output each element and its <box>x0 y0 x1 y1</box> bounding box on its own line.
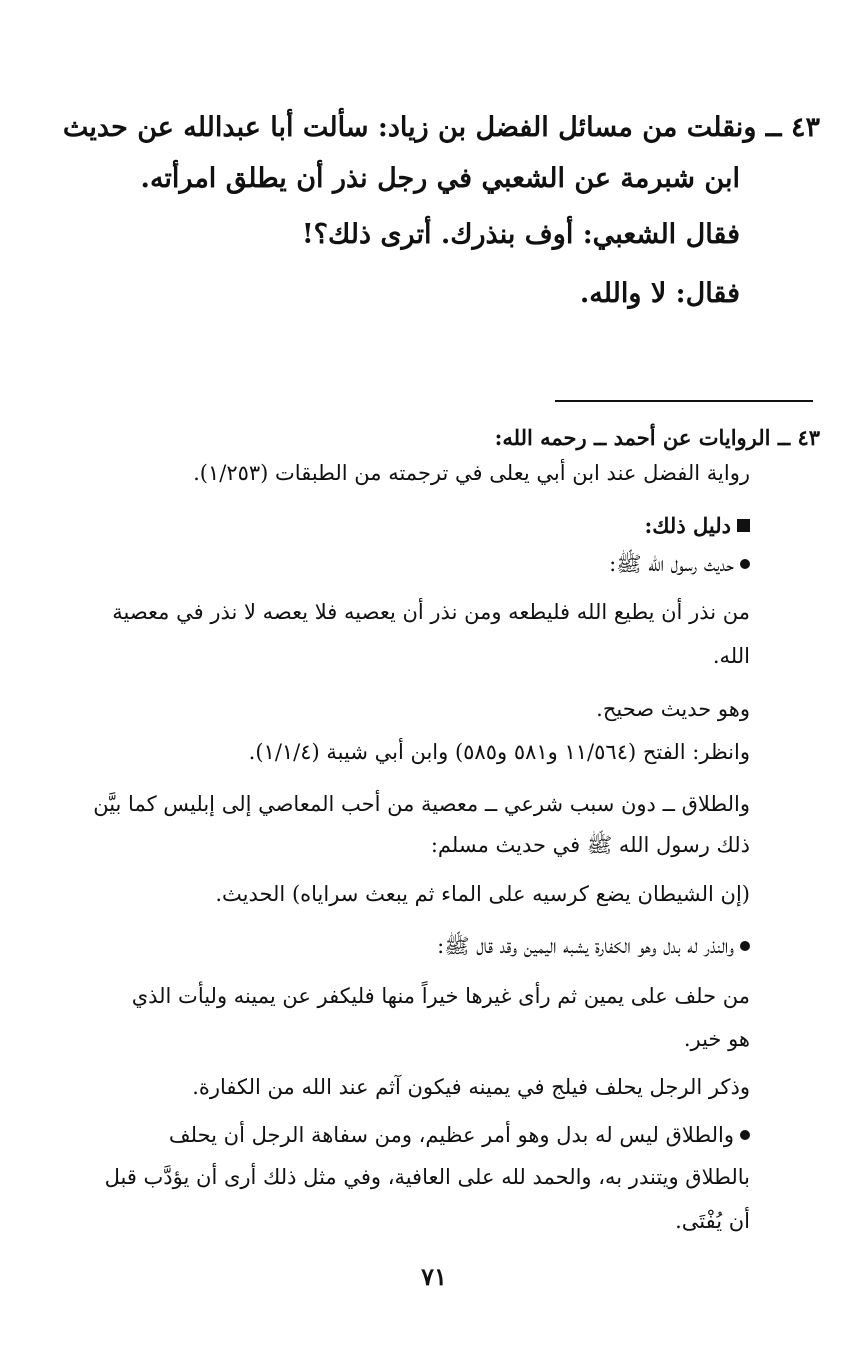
footnote-divorce-conclusion-2: بالطلاق ويتندر به، والحمد لله على العافية، وفي مثل ذلك أرى أن يؤدَّب قبل <box>104 1165 750 1189</box>
footnote-divorce-conclusion-1 <box>169 1123 750 1147</box>
main-line-2: ابن شبرمة عن الشعبي في رجل نذر أن يطلق امرأته. <box>140 163 740 194</box>
footnote-oath-persistence: وذكر الرجل يحلف فيلج في يمينه فيكون آثم عند الله من الكفارة. <box>192 1075 750 1099</box>
footnote-divorce-conclusion-3: أن يُفْتَى. <box>675 1209 750 1233</box>
footnote-vow-expiation <box>437 933 750 964</box>
vow-expiation-text: والنذر له بدل وهو الكفارة يشبه اليمين وقد قال ﷺ: <box>437 934 734 958</box>
square-bullet-icon <box>737 519 750 532</box>
round-bullet-icon <box>740 1130 750 1140</box>
hadith-intro-text: حديث رسول الله ﷺ: <box>609 552 734 576</box>
footnote-evidence-heading <box>644 513 750 538</box>
footnote-hadith-text-end: الله. <box>712 644 750 668</box>
footnote-oath-hadith-end: هو خير. <box>683 1027 750 1051</box>
footnote-divorce-line-2: ذلك رسول الله ﷺ في حديث مسلم: <box>430 833 750 857</box>
page-number: ٧١ <box>421 1262 447 1291</box>
footnote-hadith-text: من نذر أن يطيع الله فليطعه ومن نذر أن يعصيه فلا يعصه لا نذر في معصية <box>112 600 750 624</box>
main-line-1: ٤٣ ــ ونقلت من مسائل الفضل بن زياد: سألت أبا عبدالله عن حديث <box>62 112 820 143</box>
main-line-4: فقال: لا والله. <box>579 278 740 309</box>
footnote-source: رواية الفضل عند ابن أبي يعلى في ترجمته من الطبقات (١/٢٥٣). <box>193 461 750 485</box>
round-bullet-icon <box>740 941 750 951</box>
footnote-hadith-intro <box>609 551 750 582</box>
footnote-references: وانظر: الفتح (١١/٥٦٤ و٥٨١ و٥٨٥) وابن أبي شيبة (١/١/٤). <box>248 740 750 764</box>
round-bullet-icon <box>740 559 750 569</box>
main-line-3: فقال الشعبي: أوف بنذرك. أترى ذلك؟! <box>301 219 740 250</box>
footnote-muslim-hadith: (إن الشيطان يضع كرسيه على الماء ثم يبعث سراياه) الحديث. <box>215 882 750 906</box>
footnote-heading-text: ٤٣ ــ الروايات عن أحمد ــ رحمه الله: <box>494 425 820 450</box>
footnote-heading <box>495 425 820 450</box>
footnote-oath-hadith: من حلف على يمين ثم رأى غيرها خيراً منها فليكفر عن يمينه وليأت الذي <box>131 984 750 1008</box>
footnote-divorce-line-1: والطلاق ــ دون سبب شرعي ــ معصية من أحب المعاصي إلى إبليس كما بيَّن <box>93 792 750 816</box>
footnote-authenticity: وهو حديث صحيح. <box>596 697 750 721</box>
divorce-conclusion-text: والطلاق ليس له بدل وهو أمر عظيم، ومن سفاهة الرجل أن يحلف <box>168 1123 734 1147</box>
evidence-heading-text: دليل ذلك: <box>644 513 731 538</box>
footnote-separator <box>555 400 813 402</box>
